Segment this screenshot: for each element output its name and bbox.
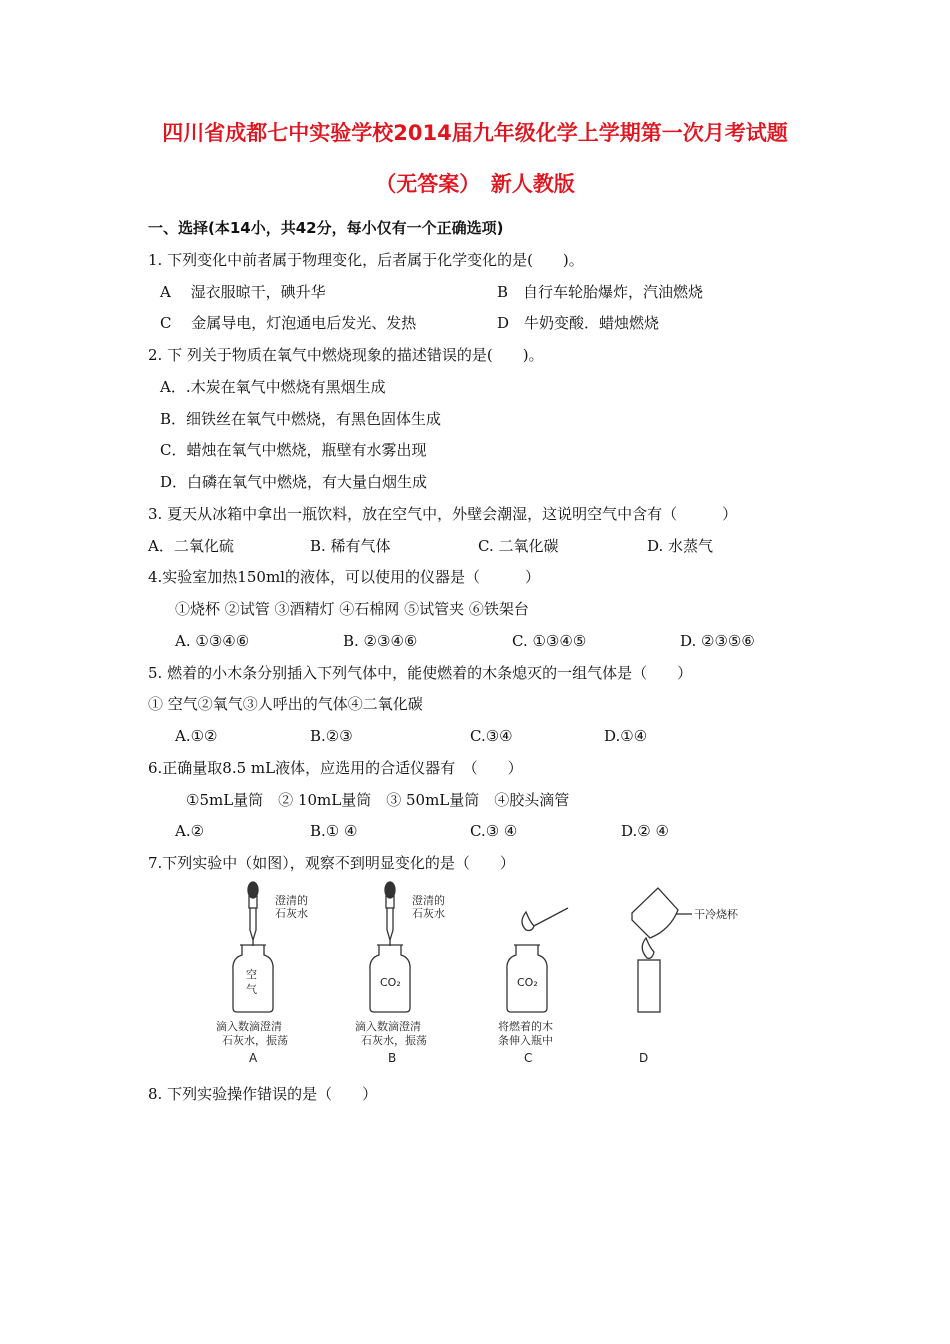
q1-option-d: D 牛奶变酸．蜡烛燃烧 bbox=[497, 314, 660, 332]
flame-c-icon bbox=[522, 912, 534, 931]
q4-option-c: C. ①③④⑤ bbox=[512, 632, 587, 650]
bottle-a-label-1: 空 bbox=[246, 968, 257, 981]
cap-b-line2: 石灰水，振荡 bbox=[361, 1034, 427, 1047]
q2-option-c: C．蜡烛在氧气中燃烧，瓶壁有水雾出现 bbox=[160, 441, 427, 459]
bottle-b-label: CO₂ bbox=[380, 976, 401, 989]
cap-b-line1: 滴入数滴澄清 bbox=[355, 1020, 421, 1033]
experiment-c bbox=[507, 908, 568, 1012]
q4-option-a: A. ①③④⑥ bbox=[175, 632, 250, 650]
bottle-a-label-2: 气 bbox=[246, 983, 257, 996]
experiment-b bbox=[370, 882, 410, 1012]
q1-option-c: C 金属导电，灯泡通电后发光、发热 bbox=[160, 314, 417, 332]
letter-c: C bbox=[524, 1051, 533, 1065]
q2-option-b: B．细铁丝在氧气中燃烧，有黑色固体生成 bbox=[160, 410, 442, 428]
cap-c-line2: 条伸入瓶中 bbox=[498, 1034, 553, 1047]
q6-stem: 6.正确量取8.5 mL液体，应选用的合适仪器有 （ ） bbox=[148, 759, 523, 777]
cold-beaker bbox=[632, 888, 678, 938]
q5-stem: 5. 燃着的小木条分别插入下列气体中，能使燃着的木条熄灭的一组气体是（ ） bbox=[148, 664, 693, 682]
experiment-d bbox=[632, 888, 692, 1012]
dropper-label-a-line2: 石灰水 bbox=[275, 907, 308, 920]
q6-option-b: B.① ④ bbox=[310, 822, 358, 840]
letter-b: B bbox=[388, 1051, 397, 1065]
q1-option-b: B 自行车轮胎爆炸，汽油燃烧 bbox=[497, 283, 704, 301]
q7-stem: 7.下列实验中（如图），观察不到明显变化的是（ ） bbox=[148, 854, 515, 872]
q3-option-b: B. 稀有气体 bbox=[310, 537, 391, 555]
q8-stem: 8. 下列实验操作错误的是（ ） bbox=[148, 1085, 378, 1103]
q2-stem: 2. 下 列关于物质在氧气中燃烧现象的描述错误的是( )。 bbox=[148, 346, 544, 364]
q6-option-d: D.② ④ bbox=[621, 822, 669, 840]
q3-option-d: D. 水蒸气 bbox=[647, 537, 714, 555]
q3-option-c: C. 二氧化碳 bbox=[478, 537, 559, 555]
q5-option-a: A.①② bbox=[175, 727, 218, 745]
dropper-label-b-line2: 石灰水 bbox=[412, 907, 445, 920]
letter-a: A bbox=[249, 1051, 258, 1065]
cap-a-line1: 滴入数滴澄清 bbox=[216, 1020, 282, 1033]
wood-stick bbox=[530, 908, 568, 928]
dropper-label-a-line1: 澄清的 bbox=[275, 894, 308, 907]
q2-option-d: D．白磷在氧气中燃烧，有大量白烟生成 bbox=[160, 473, 428, 491]
letter-d: D bbox=[639, 1051, 649, 1065]
cap-a-line2: 石灰水，振荡 bbox=[222, 1034, 288, 1047]
section-heading: 一、选择(本14小，共42分，每小仅有一个正确选项) bbox=[148, 219, 504, 237]
beaker-label: 干冷烧杯 bbox=[694, 908, 738, 921]
q5-items: ① 空气②氧气③人呼出的气体④二氧化碳 bbox=[148, 695, 423, 713]
q5-option-c: C.③④ bbox=[470, 727, 513, 745]
q4-items: ①烧杯 ②试管 ③酒精灯 ④石棉网 ⑤试管夹 ⑥铁架台 bbox=[175, 600, 529, 618]
doc-title-line1: 四川省成都七中实验学校2014届九年级化学上学期第一次月考试题 bbox=[162, 121, 788, 145]
q6-option-a: A.② bbox=[175, 822, 205, 840]
q1-option-a: A 湿衣服晾干，碘升华 bbox=[160, 283, 326, 301]
q7-experiment-figure bbox=[200, 878, 760, 1073]
dropper-tube-a bbox=[250, 908, 256, 940]
q6-option-c: C.③ ④ bbox=[470, 822, 518, 840]
q6-items: ①5mL量筒 ② 10mL量筒 ③ 50mL量筒 ④胶头滴管 bbox=[186, 791, 570, 809]
doc-title-line2: （无答案） 新人教版 bbox=[375, 172, 575, 196]
q5-option-d: D.①④ bbox=[604, 727, 648, 745]
q1-stem: 1. 下列变化中前者属于物理变化，后者属于化学变化的是( )。 bbox=[148, 251, 584, 269]
candle bbox=[638, 960, 660, 1012]
flame-d-icon bbox=[642, 938, 654, 958]
bottle-c-label: CO₂ bbox=[517, 976, 538, 989]
experiment-illustration bbox=[200, 878, 760, 1073]
q4-option-b: B. ②③④⑥ bbox=[343, 632, 418, 650]
q5-option-b: B.②③ bbox=[310, 727, 353, 745]
q2-option-a: A．.木炭在氧气中燃烧有黑烟生成 bbox=[160, 378, 386, 396]
cap-c-line1: 将燃着的木 bbox=[498, 1020, 553, 1033]
q4-option-d: D. ②③⑤⑥ bbox=[680, 632, 755, 650]
q3-stem: 3. 夏天从冰箱中拿出一瓶饮料，放在空气中，外壁会潮湿，这说明空气中含有（ ） bbox=[148, 505, 738, 523]
dropper-label-b-line1: 澄清的 bbox=[412, 894, 445, 907]
q3-option-a: A．二氧化硫 bbox=[148, 537, 234, 555]
q4-stem: 4.实验室加热150ml的液体，可以使用的仪器是（ ） bbox=[148, 568, 540, 586]
